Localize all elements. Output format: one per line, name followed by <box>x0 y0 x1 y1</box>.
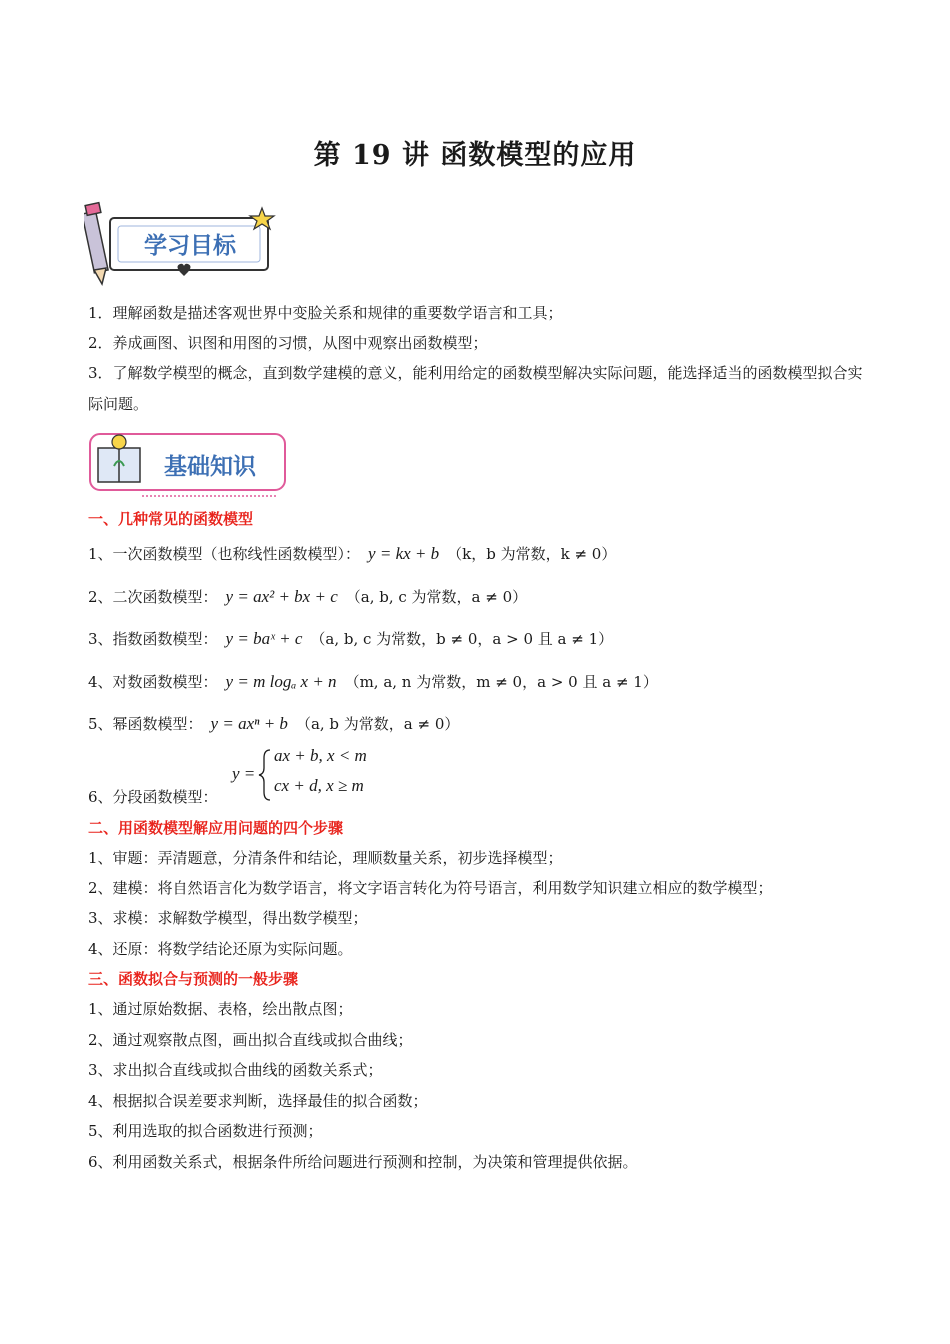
model-label: 1、一次函数模型（也称线性函数模型）： <box>88 545 361 563</box>
model-note: （a, b, c 为常数，b ≠ 0，a > 0 且 a ≠ 1） <box>310 630 614 648</box>
book-icon <box>98 448 140 482</box>
piecewise-case: ax + b, x < m <box>274 746 367 765</box>
fit-step-item: 2、通过观察散点图，画出拟合直线或拟合曲线； <box>88 1031 413 1049</box>
section-heading: 三、函数拟合与预测的一般步骤 <box>88 970 299 988</box>
model-item-power <box>88 713 459 735</box>
goal-item: 1．理解函数是描述客观世界中变脸关系和规律的重要数学语言和工具； <box>88 304 563 322</box>
step-item: 4、还原：将数学结论还原为实际问题。 <box>88 940 353 958</box>
fit-step-item: 3、求出拟合直线或拟合曲线的函数关系式； <box>88 1061 383 1079</box>
model-label: 2、二次函数模型： <box>88 588 218 606</box>
model-label: 5、幂函数模型： <box>88 715 203 733</box>
section-heading: 一、几种常见的函数模型 <box>88 510 254 528</box>
piecewise-lhs: y = <box>232 764 256 783</box>
goals-badge <box>84 198 284 288</box>
section-heading: 二、用函数模型解应用问题的四个步骤 <box>88 819 344 837</box>
lightbulb-icon <box>112 435 126 449</box>
goal-item: 3．了解数学模型的概念，直到数学建模的意义，能利用给定的函数模型解决实际问题，能选择适当的函数模型拟合实际问题。 <box>88 364 863 413</box>
step-item: 1、审题：弄清题意，分清条件和结论，理顺数量关系，初步选择模型； <box>88 849 563 867</box>
piecewise-formula <box>232 746 392 804</box>
model-formula: y = kx + b <box>368 544 440 563</box>
model-item-exponential <box>88 628 613 650</box>
basics-badge-label: 基础知识 <box>164 454 256 480</box>
model-label: 3、指数函数模型： <box>88 630 218 648</box>
goals-badge-label: 学习目标 <box>144 233 236 259</box>
model-formula: y = baˣ + c <box>225 629 303 648</box>
model-item-linear <box>88 543 616 565</box>
fit-step-item: 6、利用函数关系式，根据条件所给问题进行预测和控制，为决策和管理提供依据。 <box>88 1153 638 1171</box>
page-title: 第 19 讲 函数模型的应用 <box>313 140 637 171</box>
goal-item: 2．养成画图、识图和用图的习惯，从图中观察出函数模型； <box>88 334 488 352</box>
piecewise-case: cx + d, x ≥ m <box>274 776 364 795</box>
model-note: （a, b 为常数，a ≠ 0） <box>295 715 460 733</box>
model-item-logarithmic <box>88 671 658 693</box>
model-item-quadratic <box>88 586 527 608</box>
model-label: 6、分段函数模型： <box>88 788 218 806</box>
step-item: 3、求模：求解数学模型，得出数学模型； <box>88 909 368 927</box>
brace-icon <box>258 748 272 802</box>
fit-step-item: 5、利用选取的拟合函数进行预测； <box>88 1122 323 1140</box>
model-formula: y = ax² + bx + c <box>225 587 338 606</box>
step-item: 2、建模：将自然语言化为数学语言，将文字语言转化为符号语言，利用数学知识建立相应的数学模型； <box>88 879 773 897</box>
model-formula: y = m logₐ x + n <box>225 672 337 691</box>
model-note: （k，b 为常数，k ≠ 0） <box>447 545 617 563</box>
fit-step-item: 1、通过原始数据、表格，绘出散点图； <box>88 1000 353 1018</box>
model-note: （a, b, c 为常数，a ≠ 0） <box>345 588 528 606</box>
basics-badge <box>86 430 291 502</box>
fit-step-item: 4、根据拟合误差要求判断，选择最佳的拟合函数； <box>88 1092 428 1110</box>
model-formula: y = axⁿ + b <box>210 714 288 733</box>
pencil-icon <box>84 203 108 284</box>
model-label: 4、对数函数模型： <box>88 673 218 691</box>
model-note: （m, a, n 为常数，m ≠ 0，a > 0 且 a ≠ 1） <box>344 673 658 691</box>
